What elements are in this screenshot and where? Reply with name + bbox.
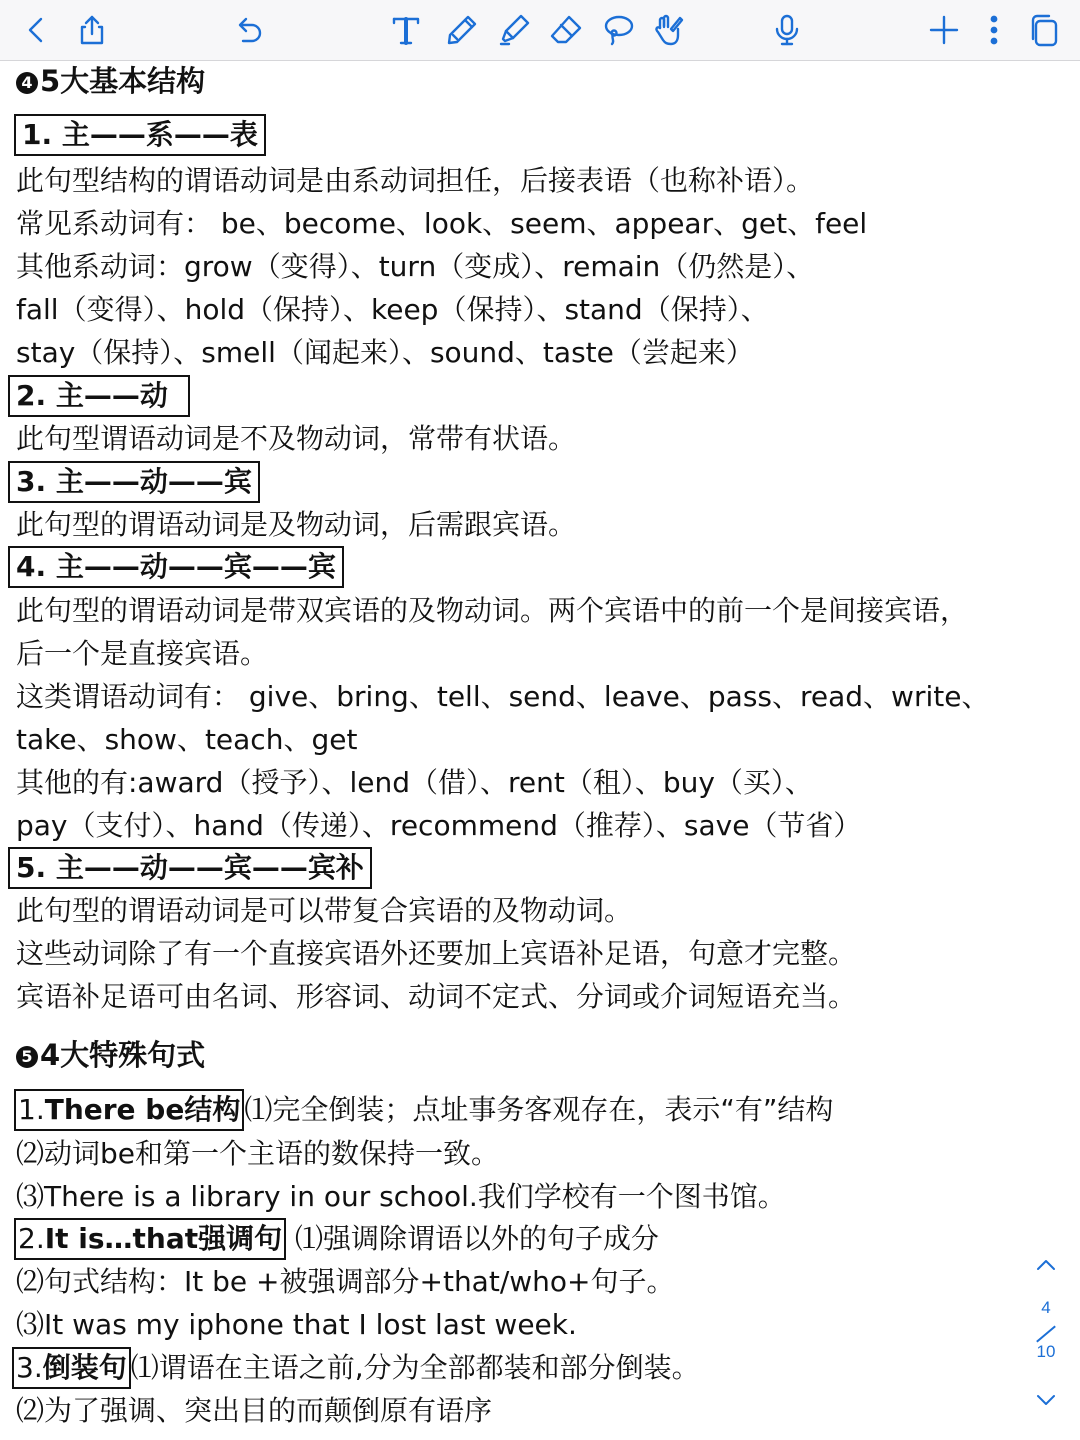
structure-box-1: 1. 主——系——表 [14,114,266,156]
share-icon[interactable] [70,8,114,52]
special-item-3 [12,1347,700,1389]
item-title: It is…that强调句 [44,1222,283,1255]
structure-box-3: 3. 主——动——宾 [8,461,260,503]
special-box [14,1218,286,1260]
item-text: ⑴谓语在主语之前,分为全部都装和部分倒装。 [130,1351,700,1384]
text-line: 此句型谓语动词是不及物动词，常带有状语。 [16,422,577,455]
special-box [14,1089,244,1131]
text-line: 此句型的谓语动词是带双宾语的及物动词。两个宾语中的前一个是间接宾语， [16,594,969,627]
item-number: 3. [16,1351,43,1384]
pages-icon[interactable] [1022,8,1066,52]
section-heading-4 [16,61,205,101]
text-tool-icon[interactable] [384,8,428,52]
text-line: ⑵句式结构：It be +被强调部分+that/who+句子。 [16,1265,675,1298]
total-pages: 10 [1036,1342,1056,1361]
text-line: 宾语补足语可由名词、形容词、动词不定式、分词或介词短语充当。 [16,980,857,1013]
add-icon[interactable] [922,8,966,52]
section-title: 4大特殊句式 [40,1038,206,1072]
section-heading-5 [16,1035,205,1075]
text-line: 其他系动词：grow（变得）、turn（变成）、remain（仍然是）、 [16,250,815,283]
more-icon[interactable] [972,8,1016,52]
item-title: 倒装句 [42,1351,127,1384]
back-icon[interactable] [14,8,58,52]
item-number: 1. [18,1093,45,1126]
pen-icon[interactable] [440,8,484,52]
text-line: pay（支付）、hand（传递）、recommend（推荐）、save（节省） [16,809,862,842]
item-text: ⑴完全倒装；点址事务客观存在，表示“有”结构 [244,1093,834,1126]
page-indicator [1026,1250,1066,1420]
hand-pen-icon[interactable] [646,8,690,52]
chevron-down-icon[interactable] [1026,1385,1066,1415]
page-separator [1036,1326,1056,1343]
text-line: ⑵动词be和第一个主语的数保持一致。 [16,1137,500,1170]
current-page: 4 [1041,1298,1051,1317]
structure-box-4: 4. 主——动——宾——宾 [8,546,344,588]
text-line: ⑵为了强调、突出目的而颠倒原有语序 [16,1394,493,1427]
lasso-icon[interactable] [596,8,640,52]
text-line: take、show、teach、get [16,723,358,756]
text-line: 此句型结构的谓语动词是由系动词担任，后接表语（也称补语）。 [16,164,815,197]
text-line: 这类谓语动词有： give、bring、tell、send、leave、pass、read、write、 [16,680,990,713]
text-line: stay（保持）、smell（闻起来）、sound、taste（尝起来） [16,336,754,369]
note-page[interactable] [0,61,1030,1440]
special-item-1 [14,1089,833,1131]
text-line: 这些动词除了有一个直接宾语外还要加上宾语补足语，句意才完整。 [16,937,857,970]
text-line: ⑶It was my iphone that I lost last week. [16,1308,577,1341]
text-line: 其他的有:award（授予）、lend（借）、rent（租）、buy（买）、 [16,766,813,799]
structure-box-5: 5. 主——动——宾——宾补 [8,847,372,889]
text-line: 此句型的谓语动词是及物动词，后需跟宾语。 [16,508,577,541]
text-line: 此句型的谓语动词是可以带复合宾语的及物动词。 [16,894,633,927]
text-line: 常见系动词有： be、become、look、seem、appear、get、feel [16,207,868,240]
item-title: There be结构 [44,1093,241,1126]
chevron-up-icon[interactable] [1026,1250,1066,1280]
circled-number: 4 [16,72,38,94]
item-number: 2. [18,1222,45,1255]
eraser-icon[interactable] [544,8,588,52]
microphone-icon[interactable] [765,8,809,52]
text-line: 后一个是直接宾语。 [16,637,269,670]
item-text: ⑴强调除谓语以外的句子成分 [286,1222,660,1255]
highlighter-icon[interactable] [492,8,536,52]
section-title: 5大基本结构 [40,64,206,98]
text-line: ⑶There is a library in our school.我们学校有一个图书馆。 [16,1180,786,1213]
text-line: fall（变得）、hold（保持）、keep（保持）、stand（保持）、 [16,293,769,326]
circled-number: 5 [16,1046,38,1068]
special-item-2 [14,1218,659,1260]
toolbar [0,0,1080,61]
special-box [12,1347,131,1389]
structure-box-2: 2. 主——动 [8,375,190,417]
undo-icon[interactable] [226,8,270,52]
